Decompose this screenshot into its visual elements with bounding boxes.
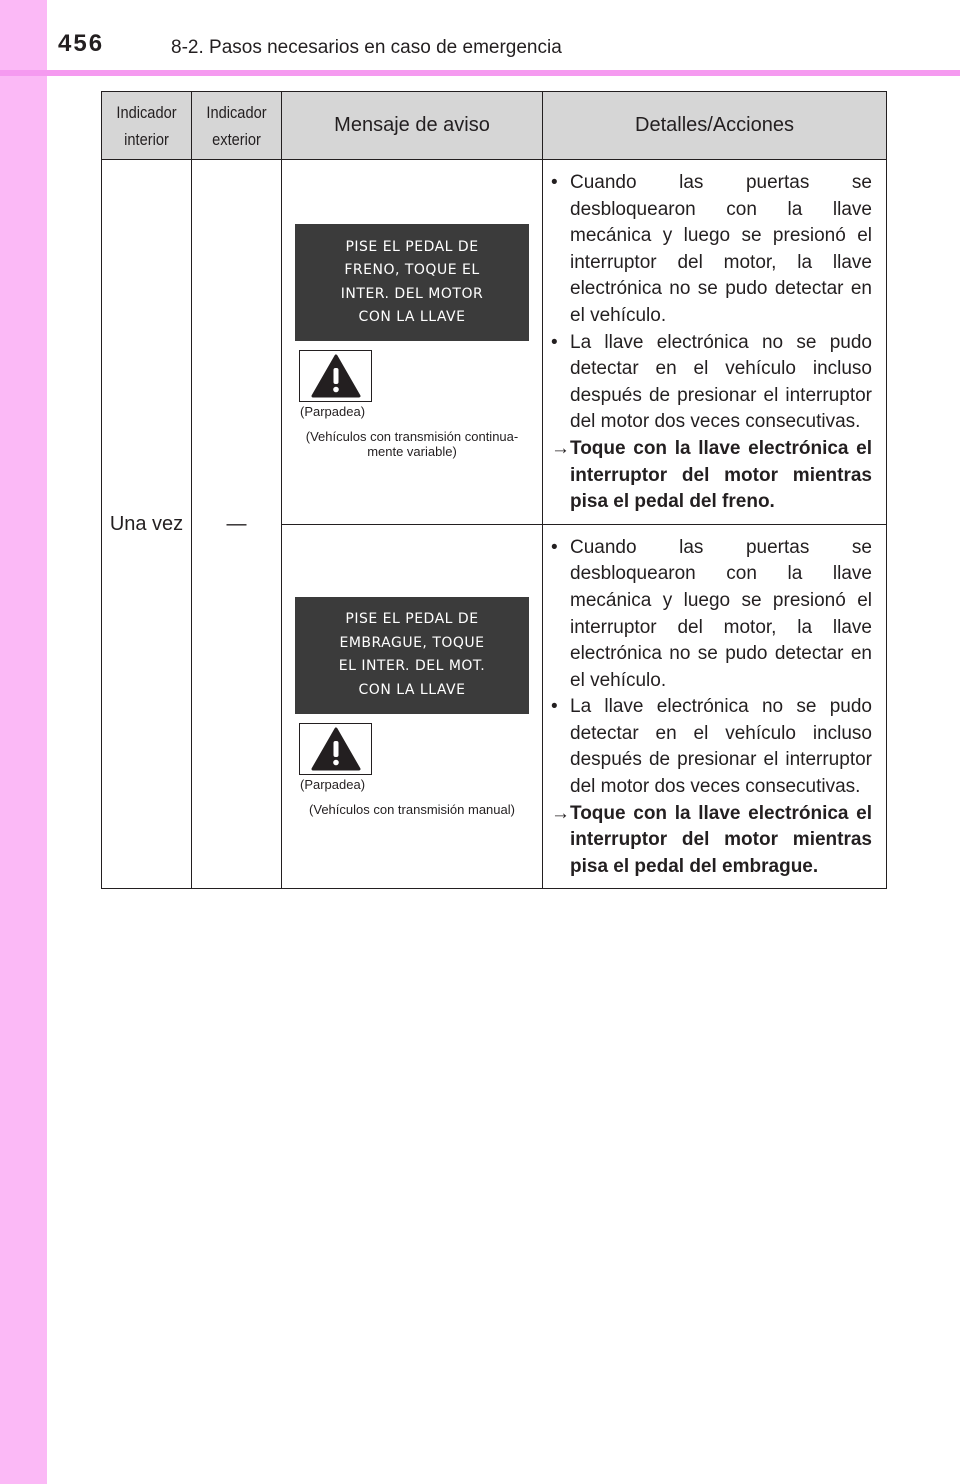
warning-triangle-icon: [299, 723, 372, 775]
bullet-mark: •: [551, 172, 558, 193]
warning-message-table: [101, 91, 887, 889]
detail-action: [551, 801, 872, 881]
detail-text: Cuando las puertas se desbloquearon con la llave mecánica y luego se presionó el interruptor del motor, la llave electrónica no se pudo detectar en el vehículo.: [570, 172, 872, 326]
detail-text: La llave electrónica no se pudo detectar en el vehículo incluso después de presionar el interruptor del motor dos veces consecutivas.: [570, 696, 872, 798]
header-warning-message: Mensaje de aviso: [282, 92, 543, 160]
header-interior-line1: Indicador: [116, 102, 177, 122]
detail-bullet: [551, 694, 872, 800]
blink-label: (Parpadea): [300, 776, 366, 792]
details-cell: [543, 160, 887, 525]
warning-message-cell: [282, 160, 543, 525]
interior-indicator-value: Una vez: [102, 160, 192, 889]
header-exterior-indicator: [192, 92, 282, 160]
detail-bullet: [551, 330, 872, 436]
vehicle-type-note: (Vehículos con transmisión manual): [309, 801, 515, 817]
side-color-strip: [0, 0, 47, 1484]
bullet-mark: •: [551, 536, 558, 558]
arrow-icon: →: [551, 437, 570, 459]
header-interior-indicator: [102, 92, 192, 160]
warning-triangle-icon: [299, 350, 372, 402]
table-header-row: [102, 92, 887, 160]
header-interior-line2: interior: [124, 129, 169, 149]
vehicle-type-note: (Vehículos con transmisión continua-mente variable): [305, 429, 519, 460]
detail-text: La llave electrónica no se pudo detectar en el vehículo incluso después de presionar el interruptor del motor dos veces consecutivas.: [570, 331, 872, 433]
arrow-icon: →: [551, 802, 570, 824]
detail-bullet: [551, 535, 872, 695]
clutch-pedal-display-message: PISE EL PEDAL DE EMBRAGUE, TOQUE EL INTER. DEL MOT. CON LA LLAVE: [295, 597, 529, 714]
detail-bullet: [551, 170, 872, 330]
detail-text: Cuando las puertas se desbloquearon con la llave mecánica y luego se presionó el interruptor del motor, la llave electrónica no se pudo detectar en el vehículo.: [570, 536, 872, 691]
blink-label: (Parpadea): [300, 404, 366, 420]
section-title: 8-2. Pasos necesarios en caso de emergencia: [171, 37, 562, 58]
action-text: Toque con la llave electrónica el interruptor del motor mientras pisa el pedal del embrague.: [570, 802, 872, 877]
action-text: Toque con la llave electrónica el interruptor del motor mientras pisa el pedal del freno.: [570, 437, 872, 513]
bullet-mark: •: [551, 331, 558, 353]
page-number: 456: [58, 30, 105, 57]
table-row: [102, 160, 887, 525]
warning-message-cell: [282, 524, 543, 889]
header-exterior-line2: exterior: [212, 129, 261, 149]
exterior-indicator-value: —: [192, 160, 282, 889]
header-divider: [0, 70, 960, 76]
details-cell: [543, 524, 887, 889]
detail-action: [551, 436, 872, 516]
header-exterior-line1: Indicador: [206, 102, 267, 122]
brake-pedal-display-message: PISE EL PEDAL DE FRENO, TOQUE EL INTER. DEL MOTOR CON LA LLAVE: [295, 224, 529, 341]
header-details-actions: Detalles/Acciones: [543, 92, 887, 160]
bullet-mark: •: [551, 696, 558, 718]
